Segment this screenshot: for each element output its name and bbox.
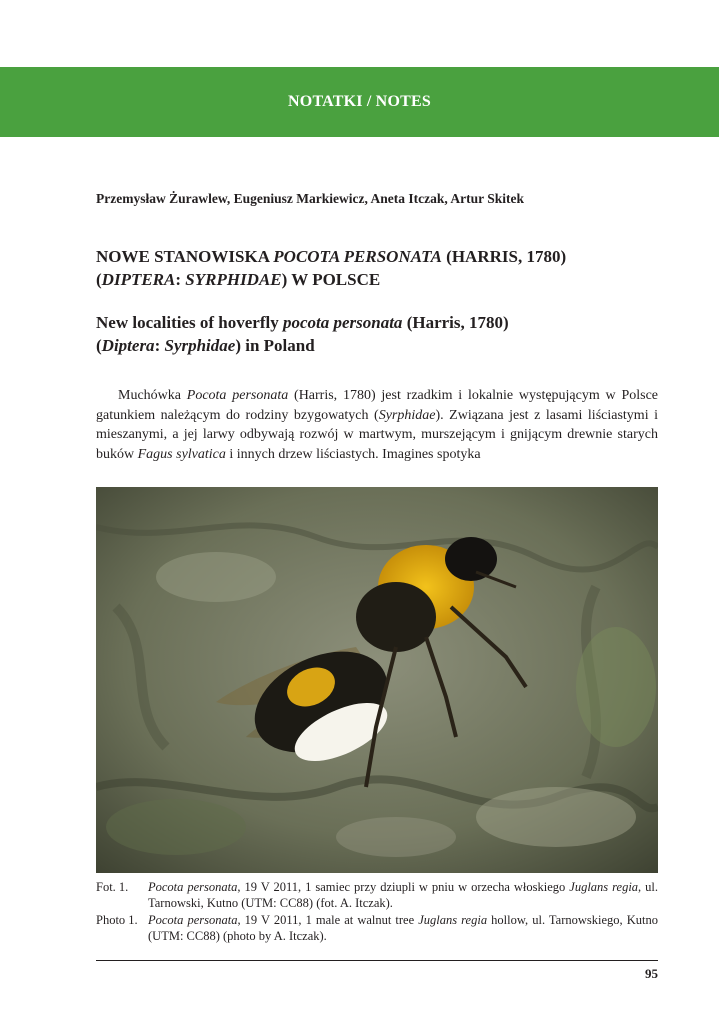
figure-caption-polish <box>96 879 658 911</box>
caption-label: Photo 1. <box>96 913 138 927</box>
title-polish: NOWE STANOWISKA POCOTA PERSONATA (HARRIS, 1780) (DIPTERA: SYRPHIDAE) W POLSCE <box>96 247 567 289</box>
page-number: 95 <box>645 966 658 981</box>
footer-divider <box>96 960 658 961</box>
photo-hoverfly <box>96 487 658 873</box>
title-english: New localities of hoverfly pocota personata (Harris, 1780) (Diptera: Syrphidae) in Poland <box>96 313 509 355</box>
caption-label: Fot. 1. <box>96 880 129 894</box>
caption-text: Pocota personata, 19 V 2011, 1 male at walnut tree Juglans regia hollow, ul. Tarnowskiego, Kutno (UTM: CC88) (photo by A. Itczak). <box>148 913 658 943</box>
section-title: NOTATKI / NOTES <box>288 93 431 110</box>
body-paragraph: Muchówka Pocota personata (Harris, 1780) jest rzadkim i lokalnie występującym w Polsce gatunkiem należącym do rodziny bzygowatych (Syrphidae). Związana jest z lasami liściastymi i mieszanymi, a jej larwy odbywają rozwój w martwym, murszejącym i gnijącym drewnie starych buków Fagus sylvatica i innych drzew liściastych. Imagines spotyka <box>96 388 659 462</box>
section-banner <box>0 67 719 137</box>
figure-caption-english <box>96 912 658 944</box>
caption-text: Pocota personata, 19 V 2011, 1 samiec przy dziupli w pniu w orzecha włoskiego Juglans regia, ul. Tarnowski, Kutno (UTM: CC88) (fot. A. Itczak). <box>148 880 658 910</box>
authors: Przemysław Żurawlew, Eugeniusz Markiewicz, Aneta Itczak, Artur Skitek <box>96 191 524 206</box>
photo-illustration <box>96 487 658 873</box>
